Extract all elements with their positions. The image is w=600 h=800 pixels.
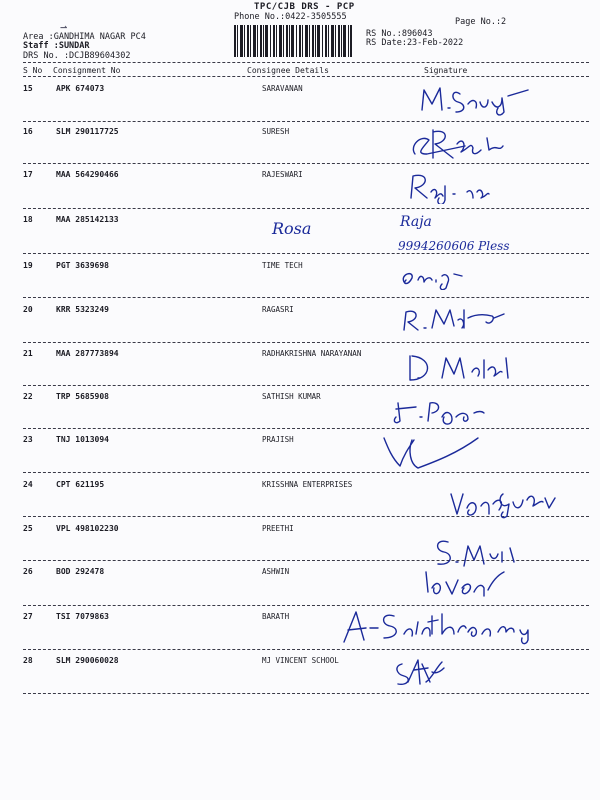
header-divider bbox=[23, 62, 589, 63]
row-consignee: PREETHI bbox=[262, 524, 294, 533]
row-consignment: MAA 285142133 bbox=[56, 215, 119, 224]
handwritten-raja-text: Raja bbox=[400, 214, 432, 230]
signature-row-28 bbox=[392, 652, 452, 692]
row-divider bbox=[23, 342, 589, 343]
handwritten-note-row-18 bbox=[396, 208, 556, 260]
row-divider bbox=[23, 693, 589, 694]
row-sno: 26 bbox=[23, 567, 33, 576]
row-divider bbox=[23, 649, 589, 650]
row-consignee: MJ VINCENT SCHOOL bbox=[262, 656, 339, 665]
handwritten-name-row-18 bbox=[270, 214, 342, 240]
row-sno: 18 bbox=[23, 215, 33, 224]
row-sno: 17 bbox=[23, 170, 33, 179]
column-header-sno: S No bbox=[23, 66, 43, 75]
row-divider bbox=[23, 472, 589, 473]
row-sno: 20 bbox=[23, 305, 33, 314]
phone-number: Phone No.:0422-3505555 bbox=[234, 12, 347, 22]
row-consignment: TSI 7079863 bbox=[56, 612, 109, 621]
handwritten-phone-text: 9994260606 Pless bbox=[398, 239, 510, 253]
row-consignee: TIME TECH bbox=[262, 261, 303, 270]
barcode-image bbox=[233, 24, 353, 58]
row-consignment: TNJ 1013094 bbox=[56, 435, 109, 444]
row-consignment: PGT 3639698 bbox=[56, 261, 109, 270]
row-sno: 23 bbox=[23, 435, 33, 444]
row-consignment: MAA 287773894 bbox=[56, 349, 119, 358]
row-consignment: MAA 564290466 bbox=[56, 170, 119, 179]
row-consignee: KRISSHNA ENTERPRISES bbox=[262, 480, 353, 489]
row-consignee: SARAVANAN bbox=[262, 84, 303, 93]
row-divider bbox=[23, 297, 589, 298]
pen-mark: ⇀ bbox=[60, 20, 68, 34]
row-sno: 21 bbox=[23, 349, 33, 358]
row-sno: 15 bbox=[23, 84, 33, 93]
row-consignee: ASHWIN bbox=[262, 567, 290, 576]
row-divider bbox=[23, 385, 589, 386]
row-consignee: PRAJISH bbox=[262, 435, 294, 444]
signature-row-22 bbox=[390, 395, 500, 427]
signature-row-19 bbox=[398, 262, 468, 290]
row-consignee: RAGASRI bbox=[262, 305, 294, 314]
row-consignment: APK 674073 bbox=[56, 84, 105, 93]
signature-row-27 bbox=[338, 606, 538, 648]
signature-row-16 bbox=[405, 124, 515, 164]
signature-row-26 bbox=[418, 566, 508, 604]
row-divider bbox=[23, 428, 589, 429]
column-header-signature: Signature bbox=[424, 66, 468, 75]
rs-date: RS Date:23-Feb-2022 bbox=[366, 38, 464, 48]
staff-label: Staff :SUNDAR bbox=[23, 41, 90, 51]
page-number: Page No.:2 bbox=[455, 17, 507, 27]
row-sno: 27 bbox=[23, 612, 33, 621]
signature-row-15 bbox=[410, 82, 535, 117]
row-consignee: SURESH bbox=[262, 127, 290, 136]
signature-row-17 bbox=[405, 170, 495, 204]
row-sno: 16 bbox=[23, 127, 33, 136]
row-consignee: BARATH bbox=[262, 612, 290, 621]
drs-number: DRS No. :DCJB89604302 bbox=[23, 51, 131, 61]
row-sno: 28 bbox=[23, 656, 33, 665]
signature-row-21 bbox=[402, 350, 522, 384]
row-divider bbox=[23, 121, 589, 122]
row-consignment: TRP 5685908 bbox=[56, 392, 109, 401]
row-consignment: SLM 290117725 bbox=[56, 127, 119, 136]
row-consignee: RADHAKRISHNA NARAYANAN bbox=[262, 349, 362, 358]
row-consignee: SATHISH KUMAR bbox=[262, 392, 321, 401]
column-header-consignment: Consignment No bbox=[53, 66, 121, 75]
row-sno: 22 bbox=[23, 392, 33, 401]
handwritten-name-text: Rosa bbox=[272, 219, 312, 238]
area-label: Area :GANDHIMA NAGAR PC4 bbox=[23, 32, 146, 42]
rs-number: RS No.:896043 bbox=[366, 29, 433, 39]
row-consignment: SLM 290060028 bbox=[56, 656, 119, 665]
row-consignment: CPT 621195 bbox=[56, 480, 105, 489]
column-header-consignee: Consignee Details bbox=[247, 66, 329, 75]
column-divider bbox=[23, 76, 589, 77]
row-sno: 24 bbox=[23, 480, 33, 489]
row-sno: 25 bbox=[23, 524, 33, 533]
signature-row-23 bbox=[378, 432, 488, 476]
document-title: TPC/CJB DRS - PCP bbox=[254, 2, 355, 12]
signature-row-20 bbox=[398, 304, 508, 336]
row-consignee: RAJESWARI bbox=[262, 170, 303, 179]
row-consignment: VPL 498102230 bbox=[56, 524, 119, 533]
row-sno: 19 bbox=[23, 261, 33, 270]
row-consignment: BOD 292478 bbox=[56, 567, 105, 576]
row-consignment: KRR 5323249 bbox=[56, 305, 109, 314]
signature-row-24 bbox=[445, 480, 570, 522]
